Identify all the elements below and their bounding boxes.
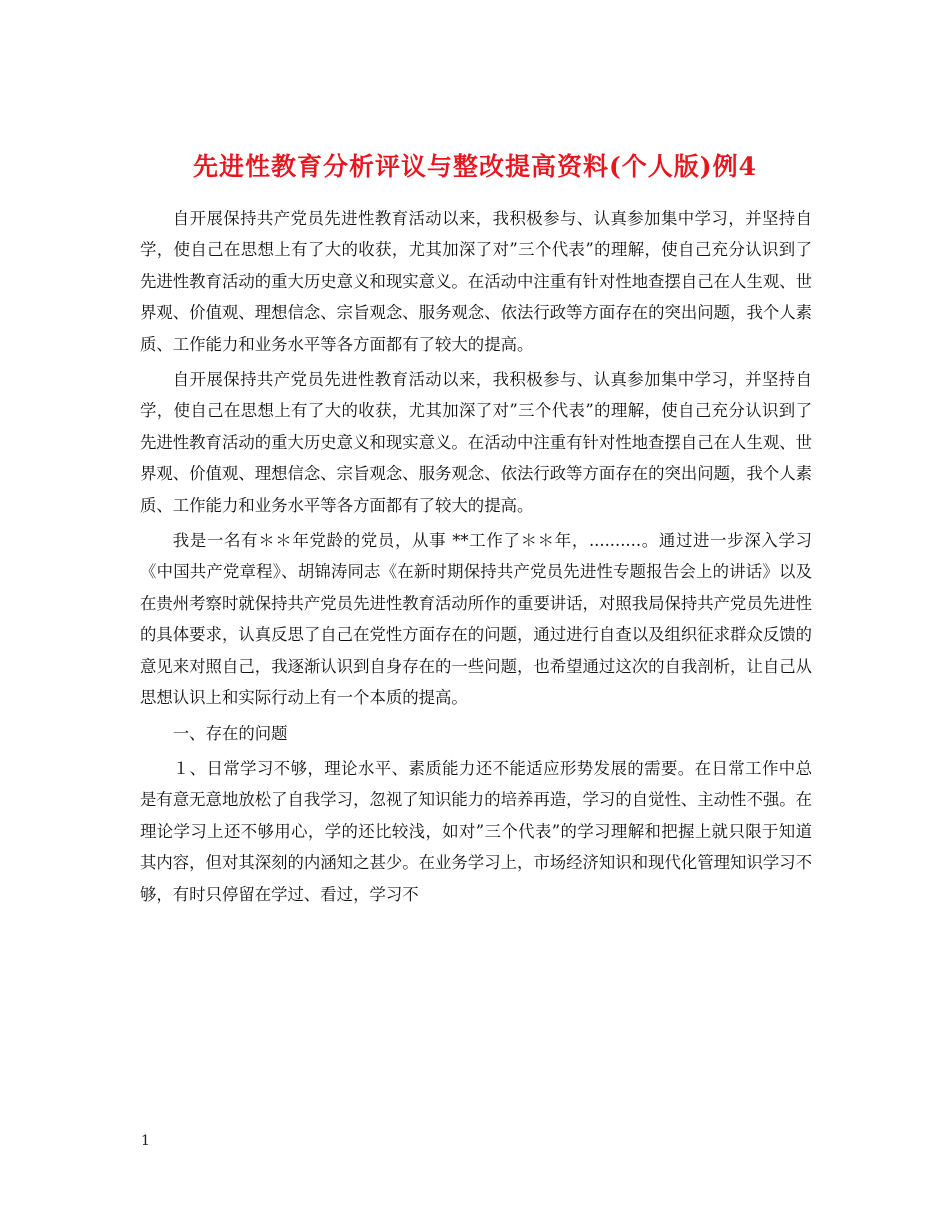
document-title: 先进性教育分析评议与整改提高资料(个人版)例4 [192, 151, 758, 181]
paragraph: 我是一名有＊＊年党龄的党员，从事 **工作了＊＊年，..........。通过进一步深入学习 《中国共产党章程》、胡锦涛同志《在新时期保持共产党员先进性专题报告会上的讲话》以及在贵州考察时就保持共产党员先进性教育活动所作的重要讲话，对照我局保持共产党员先进性的具体要求，认真反思了自己在党性方面存在的问题，通过进行自查以及组织征求群众反馈的意见来对照自己，我逐渐认识到自身存在的一些问题，也希望通过这次的自我剖析，让自己从思想认识上和实际行动上有一个本质的提高。 [140, 531, 813, 708]
paragraph: 自开展保持共产党员先进性教育活动以来，我积极参与、认真参加集中学习，并坚持自学，使自己在思想上有了大的收获，尤其加深了对”三个代表”的理解，使自己充分认识到了先进性教育活动的重大历史意义和现实意义。在活动中注重有针对性地查摆自己在人生观、世界观、价值观、理想信念、宗旨观念、服务观念、依法行政等方面存在的突出问题，我个人素质、工作能力和业务水平等各方面都有了较大的提高。 [140, 209, 813, 354]
paragraph: 自开展保持共产党员先进性教育活动以来，我积极参与、认真参加集中学习，并坚持自学，使自己在思想上有了大的收获，尤其加深了对”三个代表”的理解，使自己充分认识到了先进性教育活动的重大历史意义和现实意义。在活动中注重有针对性地查摆自己在人生观、世界观、价值观、理想信念、宗旨观念、服务观念、依法行政等方面存在的突出问题，我个人素质、工作能力和业务水平等各方面都有了较大的提高。 [140, 370, 813, 515]
page-number: 1 [141, 1133, 150, 1149]
paragraph: １、日常学习不够，理论水平、素质能力还不能适应形势发展的需要。在日常工作中总是有意无意地放松了自我学习，忽视了知识能力的培养再造，学习的自觉性、主动性不强。在理论学习上还不够用心，学的还比较浅，如对”三个代表”的学习理解和把握上就只限于知道其内容，但对其深刻的内涵知之甚少。在业务学习上，市场经济知识和现代化管理知识学习不够，有时只停留在学过、看过，学习不 [140, 758, 813, 904]
document-body [140, 203, 812, 914]
section-heading: 一、存在的问题 [172, 723, 288, 743]
